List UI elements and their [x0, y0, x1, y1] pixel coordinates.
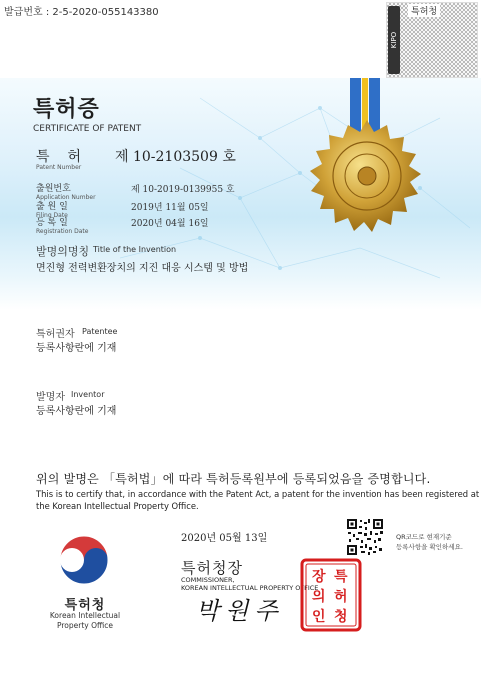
application-number-label: 출원번호: [36, 184, 71, 194]
certificate-title: 특허증: [33, 97, 100, 122]
kipo-logo-icon: [56, 532, 112, 588]
filing-date-label: 출 원 일: [36, 202, 68, 212]
kipo-name-en-line2: Property Office: [56, 621, 113, 630]
issue-date: 2020년 05월 13일: [181, 533, 268, 544]
commissioner-title: 특허청장: [181, 559, 243, 577]
gold-medal-seal: [308, 118, 426, 236]
qr-note-line1: QR코드로 현재기준: [396, 533, 452, 541]
commissioner-signature: 박원주: [196, 597, 284, 625]
patentee-label: 특허권자: [36, 329, 75, 340]
inventor-value: 등록사항란에 기재: [36, 406, 117, 417]
filing-date-value: 2019년 11월 05일: [131, 203, 209, 213]
inventor-label: 발명자: [36, 392, 65, 403]
seal-character: 특: [334, 569, 348, 585]
commissioner-title-en-line2: KOREAN INTELLECTUAL PROPERTY OFFICE: [181, 584, 319, 592]
registration-date-value: 2020년 04월 16일: [131, 219, 209, 229]
patent-number-label: 특허: [36, 149, 100, 165]
official-seal: [300, 558, 362, 632]
invention-title-label-en: Title of the Invention: [93, 245, 177, 254]
kipo-name-en-line1: Korean Intellectual: [49, 611, 121, 620]
certification-statement-ko: 위의 발명은 「특허법」에 따라 특허등록원부에 등록되었음을 증명합니다.: [36, 472, 431, 486]
kipo-name-ko: 특허청: [64, 598, 106, 613]
inventor-label-en: Inventor: [71, 390, 105, 399]
filing-date-sublabel: Filing Date: [36, 212, 68, 219]
certification-statement-en: This is to certify that, in accordance with the Patent Act, a patent for the invention has been registered at the Korean Intellectual Property Office.: [36, 489, 480, 511]
patent-number-value: 제 10-2103509 호: [115, 149, 236, 165]
certificate-title-en: CERTIFICATE OF PATENT: [33, 124, 142, 134]
seal-character: 허: [334, 589, 348, 605]
qr-code[interactable]: [347, 519, 383, 555]
patent-number-sublabel: Patent Number: [36, 164, 82, 171]
code-side-text: KIPO: [390, 31, 398, 49]
qr-note-line2: 등록사항을 확인하세요.: [396, 543, 463, 551]
seal-character: 의: [312, 589, 326, 605]
code-title: 특허청: [408, 4, 440, 17]
seal-character: 청: [334, 609, 348, 625]
application-number-value: 제 10-2019-0139955 호: [131, 185, 235, 195]
seal-character: 인: [312, 609, 326, 625]
patentee-value: 등록사항란에 기재: [36, 343, 117, 354]
seal-character: 장: [312, 569, 326, 585]
invention-title-label: 발명의명칭: [36, 245, 90, 258]
commissioner-title-en-line1: COMMISSIONER,: [181, 576, 235, 584]
invention-title: 면진형 전력변환장치의 지진 대응 시스템 및 방법: [36, 263, 249, 274]
application-number-sublabel: Application Number: [36, 194, 96, 201]
registration-date-label: 등 록 일: [36, 218, 68, 228]
patentee-label-en: Patentee: [82, 327, 118, 336]
registration-date-sublabel: Registration Date: [36, 228, 89, 235]
issue-number: 발급번호 : 2-5-2020-055143380: [4, 7, 159, 18]
